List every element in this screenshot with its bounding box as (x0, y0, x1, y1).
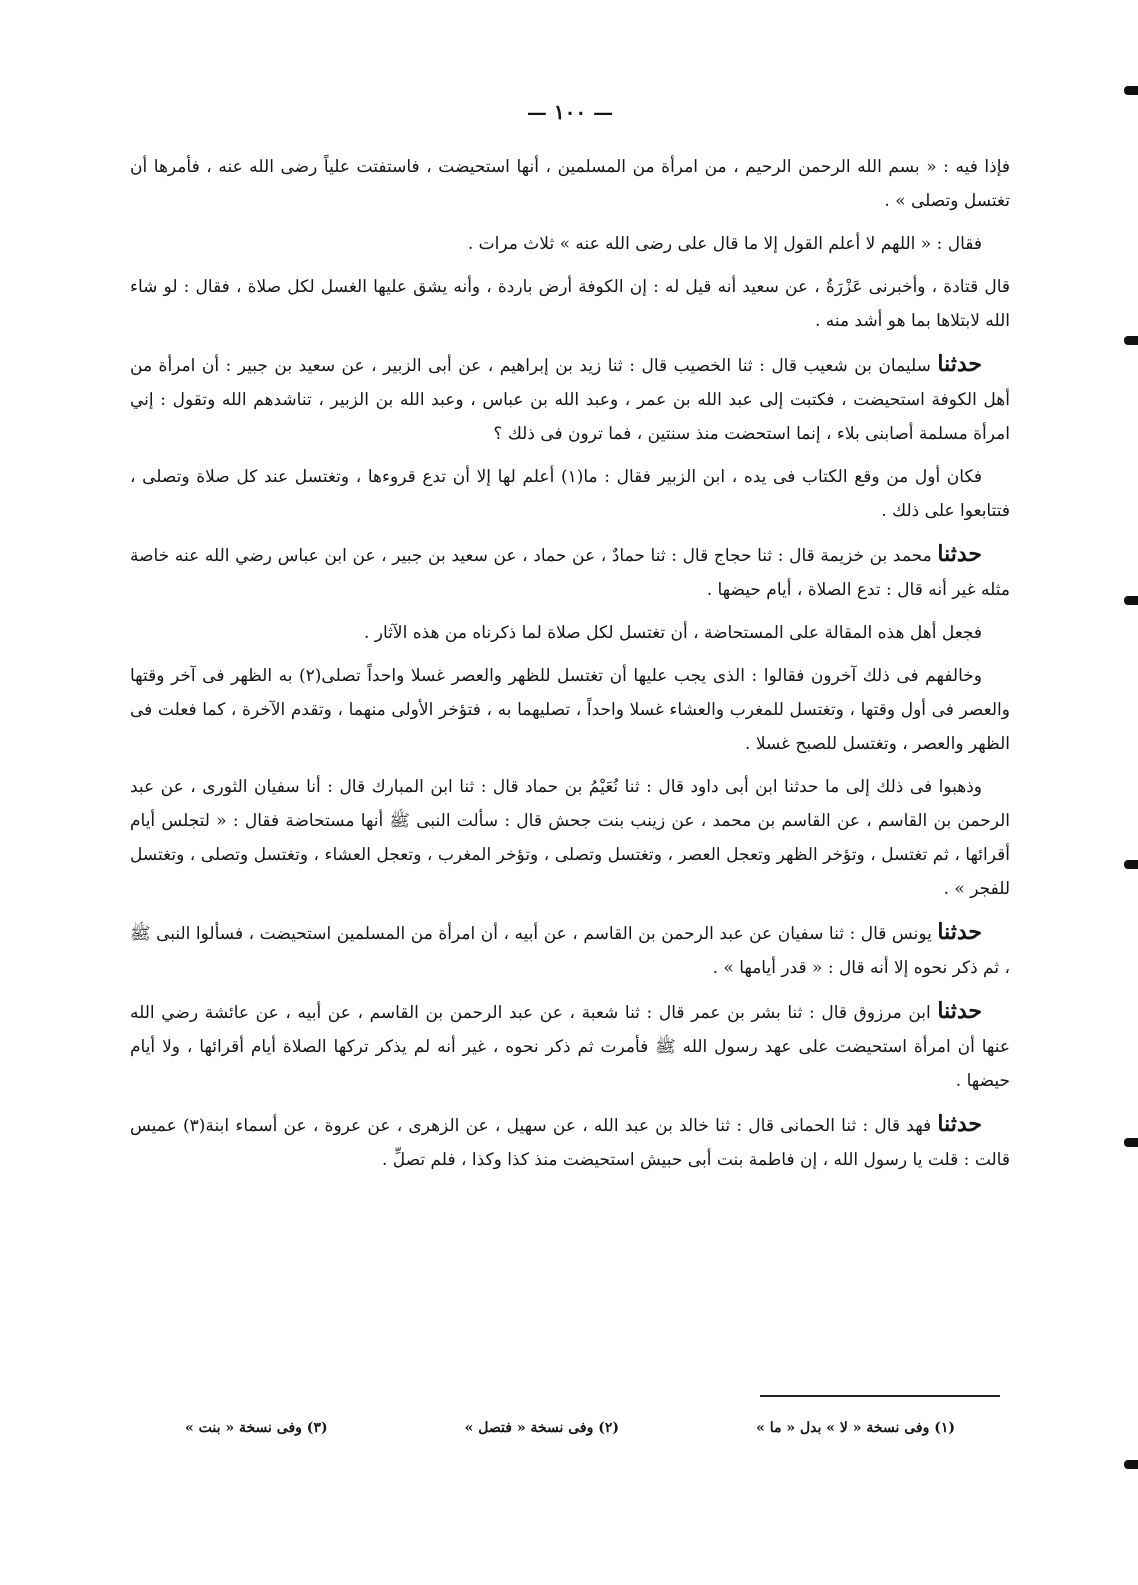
paragraph (130, 150, 1010, 218)
haddathana-lead: حدثنا (937, 1111, 983, 1137)
paragraph-text: وذهبوا فى ذلك إلى ما حدثنا ابن أبى داود قال : ثنا نُعَيْمُ بن حماد قال : ثنا ابن المبارك قال : أنا سفيان الثورى ، عن عبد الرحمن بن القاسم ، عن القاسم بن محمد ، عن زينب بنت جحش قال : سألت النبى ﷺ أنها مستحاضة فقال : « لتجلس أيام أقرائها ، ثم تغتسل ، وتؤخر الظهر وتعجل العصر ، وتغتسل وتصلى ، وتؤخر المغرب ، وتعجل العشاء ، وتغتسل وتصلى ، وتغتسل للفجر » . (130, 777, 1010, 899)
paragraph-text: فكان أول من وقع الكتاب فى يده ، ابن الزبير فقال : ما(١) أعلم لها إلا أن تدع قروءها ، وتغتسل عند كل صلاة وتصلى ، فتتابعوا على ذلك . (130, 467, 1010, 521)
paragraph (130, 659, 1010, 761)
paragraph-text: فإذا فيه : « بسم الله الرحمن الرحيم ، من امرأة من المسلمين ، أنها استحيضت ، فاستفتت علياً رضى الله عنه ، فأمرها أن تغتسل وتصلى » . (130, 157, 1010, 211)
paragraph-text: فهد قال : ثنا الحمانى قال : ثنا خالد بن عبد الله ، عن سهيل ، عن الزهرى ، عن عروة ، عن أسماء ابنة(٣) عميس قالت : قلت يا رسول الله ، إن فاطمة بنت أبى حبيش استحيضت منذ كذا وكذا ، فلم تصلِّ . (130, 1116, 1010, 1170)
scan-margin-mark (1124, 1460, 1138, 1469)
paragraph (130, 270, 1010, 338)
scan-margin-mark (1124, 860, 1138, 869)
paragraph-text: فقال : « اللهم لا أعلم القول إلا ما قال على رضى الله عنه » ثلاث مرات . (467, 234, 982, 254)
paragraph-text: فجعل أهل هذه المقالة على المستحاضة ، أن تغتسل لكل صلاة لما ذكرناه من هذه الآثار . (363, 623, 982, 643)
paragraph (130, 915, 1010, 985)
scan-margin-mark (1124, 596, 1138, 605)
paragraph (130, 227, 1010, 261)
footnote-2: (٢) وفى نسخة « فتصل » (464, 1420, 620, 1436)
paragraph (130, 537, 1010, 607)
haddathana-lead: حدثنا (937, 998, 982, 1024)
paragraph-text: يونس قال : ثنا سفيان عن عبد الرحمن بن القاسم ، عن أبيه ، أن امرأة من المسلمين استحيضت ، فسألوا النبى ﷺ ، ثم ذكر نحوه إلا أنه قال : « قدر أيامها » . (130, 924, 1010, 978)
footnote-1: (١) وفى نسخة « لا » بدل « ما » (756, 1420, 955, 1436)
haddathana-lead: حدثنا (937, 351, 983, 377)
paragraph-text: ابن مرزوق قال : ثنا بشر بن عمر قال : ثنا شعبة ، عن عبد الرحمن بن القاسم ، عن أبيه ، عن عائشة رضي الله عنها أن امرأة استحيضت على عهد رسول الله ﷺ فأمرت ثم ذكر نحوه ، غير أنه لم يذكر تركها الصلاة أيام أقرائها ، ولا أيام حيضها . (130, 1003, 1010, 1091)
paragraph (130, 616, 1010, 650)
paragraph (130, 770, 1010, 906)
paragraph (130, 1107, 1010, 1177)
paragraph (130, 347, 1010, 451)
paragraph (130, 460, 1010, 528)
haddathana-lead: حدثنا (937, 541, 983, 567)
scan-margin-mark (1124, 336, 1138, 345)
paragraph-text: محمد بن خزيمة قال : ثنا حجاج قال : ثنا حمادٌ ، عن حماد ، عن سعيد بن جبير ، عن ابن عباس رضي الله عنه خاصة مثله غير أنه قال : تدع الصلاة ، أيام حيضها . (130, 546, 1010, 600)
paragraph-text: وخالفهم فى ذلك آخرون فقالوا : الذى يجب عليها أن تغتسل للظهر والعصر غسلا واحداً تصلى(٢) به الظهر فى آخر وقتها والعصر فى أول وقتها ، وتغتسل للمغرب والعشاء غسلا واحداً ، تصليهما به ، فتؤخر الأولى منهما ، وتقدم الآخرة ، كما فعلت فى الظهر والعصر ، وتغتسل للصبح غسلا . (130, 666, 1010, 754)
paragraph (130, 994, 1010, 1098)
footnote-3: (٣) وفى نسخة « بنت » (185, 1420, 328, 1436)
haddathana-lead: حدثنا (937, 919, 982, 945)
page-number: — ١٠٠ — (526, 100, 614, 124)
footnotes (185, 1420, 955, 1436)
scan-margin-mark (1124, 1138, 1138, 1147)
footnote-divider (760, 1395, 1000, 1397)
main-text (130, 150, 1010, 1186)
scan-margin-mark (1124, 86, 1138, 95)
paragraph-text: سليمان بن شعيب قال : ثنا الخصيب قال : ثنا زيد بن إبراهيم ، عن أبى الزبير ، عن سعيد بن جبير : أن امرأة من أهل الكوفة استحيضت ، فكتبت إلى عبد الله بن عمر ، وعبد الله بن عباس ، وعبد الله بن الزبير ، تناشدهم الله وتقول : إني امرأة مسلمة أصابنى بلاء ، إنما استحضت منذ سنتين ، فما ترون فى ذلك ؟ (130, 356, 1010, 444)
paragraph-text: قال قتادة ، وأخبرنى عَزْرَةُ ، عن سعيد أنه قيل له : إن الكوفة أرض باردة ، وأنه يشق عليها الغسل لكل صلاة ، فقال : لو شاء الله لابتلاها بما هو أشد منه . (130, 277, 1010, 331)
